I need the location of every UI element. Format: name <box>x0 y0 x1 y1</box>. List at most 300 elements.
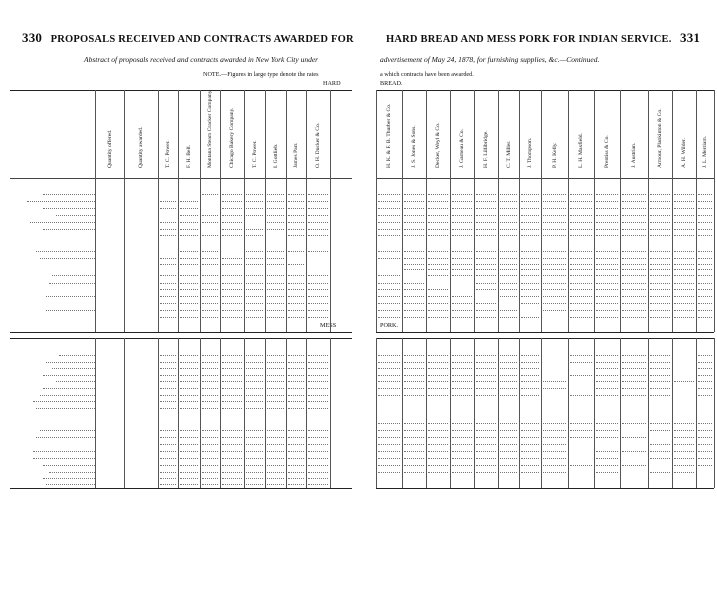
cell-leader <box>521 215 539 216</box>
cell-leader <box>452 215 472 216</box>
cell-leader <box>570 317 592 318</box>
cell-leader <box>674 275 694 276</box>
cell-leader <box>596 395 618 396</box>
cell-leader <box>698 215 712 216</box>
cell-leader <box>543 235 566 236</box>
cell-leader <box>378 283 400 284</box>
cell-leader <box>500 283 517 284</box>
cell-leader <box>308 229 328 230</box>
cell-leader <box>543 381 566 382</box>
cell-leader <box>500 395 517 396</box>
cell-leader <box>650 283 670 284</box>
cell-leader <box>160 201 176 202</box>
cell-leader <box>570 423 592 424</box>
cell-leader <box>180 251 198 252</box>
cell-leader <box>404 444 424 445</box>
cell-leader <box>698 264 712 265</box>
right-col-rule <box>426 338 427 488</box>
cell-leader <box>202 289 218 290</box>
cell-leader <box>650 289 670 290</box>
cell-leader <box>674 451 694 452</box>
cell-leader <box>288 215 304 216</box>
cell-leader <box>267 458 284 459</box>
cell-leader <box>452 317 472 318</box>
cell-leader <box>428 472 448 473</box>
cell-leader <box>378 437 400 438</box>
cell-leader <box>160 401 176 402</box>
column-header <box>568 92 594 178</box>
cell-leader <box>202 258 218 259</box>
cell-leader <box>428 208 448 209</box>
cell-leader <box>288 472 304 473</box>
cell-leader <box>404 458 424 459</box>
cell-leader <box>378 465 400 466</box>
cell-leader <box>288 465 304 466</box>
column-header-label: Armour, Plankinton & Co. <box>657 108 663 168</box>
cell-leader <box>698 269 712 270</box>
cell-leader <box>288 478 304 479</box>
cell-leader <box>222 194 242 195</box>
right-col-rule <box>648 338 649 488</box>
cell-leader <box>452 208 472 209</box>
cell-leader <box>246 381 263 382</box>
cell-leader <box>308 430 328 431</box>
left-col-rule <box>158 178 159 332</box>
cell-leader <box>428 194 448 195</box>
cell-leader <box>428 458 448 459</box>
cell-leader <box>674 289 694 290</box>
cell-leader <box>698 388 712 389</box>
cell-leader <box>308 465 328 466</box>
cell-leader <box>288 458 304 459</box>
cell-leader <box>500 229 517 230</box>
cell-leader <box>404 362 424 363</box>
cell-leader <box>180 208 198 209</box>
cell-leader <box>452 222 472 223</box>
cell-leader <box>428 388 448 389</box>
cell-leader <box>222 408 242 409</box>
cell-leader <box>476 275 496 276</box>
cell-leader <box>452 194 472 195</box>
right-col-rule <box>376 338 377 488</box>
cell-leader <box>521 465 539 466</box>
cell-leader <box>476 430 496 431</box>
cell-leader <box>202 251 218 252</box>
cell-leader <box>288 381 304 382</box>
right-col-rule <box>474 178 475 332</box>
cell-leader <box>202 395 218 396</box>
right-col-rule <box>620 338 621 488</box>
right-page <box>358 0 717 600</box>
left-col-rule <box>178 338 179 488</box>
cell-leader <box>288 395 304 396</box>
cell-leader <box>180 296 198 297</box>
cell-leader <box>378 458 400 459</box>
cell-leader <box>500 472 517 473</box>
cell-leader <box>246 444 263 445</box>
cell-leader <box>202 215 218 216</box>
cell-leader <box>308 451 328 452</box>
cell-leader <box>452 444 472 445</box>
left-col-rule <box>200 178 201 332</box>
cell-leader <box>674 303 694 304</box>
cell-leader <box>570 215 592 216</box>
cell-leader <box>246 430 263 431</box>
cell-leader <box>500 451 517 452</box>
cell-leader <box>570 310 592 311</box>
cell-leader <box>500 269 517 270</box>
cell-leader <box>698 465 712 466</box>
cell-leader <box>246 264 263 265</box>
cell-leader <box>596 458 618 459</box>
cell-leader <box>202 375 218 376</box>
cell-leader <box>543 451 566 452</box>
cell-leader <box>650 194 670 195</box>
cell-leader <box>288 289 304 290</box>
cell-leader <box>308 208 328 209</box>
cell-leader <box>308 388 328 389</box>
cell-leader <box>543 310 566 311</box>
cell-leader <box>476 395 496 396</box>
cell-leader <box>288 201 304 202</box>
cell-leader <box>288 317 304 318</box>
cell-leader <box>476 375 496 376</box>
cell-leader <box>476 310 496 311</box>
right-col-rule <box>541 338 542 488</box>
cell-leader <box>378 362 400 363</box>
row-leader <box>43 375 95 376</box>
cell-leader <box>180 375 198 376</box>
cell-leader <box>308 472 328 473</box>
cell-leader <box>622 215 646 216</box>
cell-leader <box>160 235 176 236</box>
cell-leader <box>246 362 263 363</box>
cell-leader <box>246 484 263 485</box>
cell-leader <box>378 235 400 236</box>
cell-leader <box>521 251 539 252</box>
cell-leader <box>246 478 263 479</box>
column-header-label: I. Gottlieb. <box>272 143 279 168</box>
cell-leader <box>543 430 566 431</box>
cell-leader <box>428 444 448 445</box>
right-col-rule <box>714 90 715 178</box>
cell-leader <box>160 458 176 459</box>
cell-leader <box>378 289 400 290</box>
cell-leader <box>202 264 218 265</box>
cell-leader <box>521 235 539 236</box>
cell-leader <box>160 451 176 452</box>
cell-leader <box>246 303 263 304</box>
row-leader <box>56 381 95 382</box>
cell-leader <box>428 437 448 438</box>
right-col-rule <box>498 338 499 488</box>
cell-leader <box>404 222 424 223</box>
cell-leader <box>378 388 400 389</box>
cell-leader <box>222 296 242 297</box>
cell-leader <box>404 430 424 431</box>
cell-leader <box>308 437 328 438</box>
right-col-rule <box>519 338 520 488</box>
right-subtitle: advertisement of May 24, 1878, for furnishing supplies, &c.—Continued. <box>380 55 600 64</box>
cell-leader <box>570 208 592 209</box>
left-rule-mess-head <box>10 338 352 339</box>
cell-leader <box>246 289 263 290</box>
cell-leader <box>500 381 517 382</box>
cell-leader <box>160 289 176 290</box>
cell-leader <box>267 289 284 290</box>
cell-leader <box>698 275 712 276</box>
cell-leader <box>202 472 218 473</box>
cell-leader <box>404 437 424 438</box>
cell-leader <box>180 289 198 290</box>
cell-leader <box>674 310 694 311</box>
column-header <box>265 92 286 178</box>
row-leader <box>36 408 95 409</box>
right-col-rule <box>450 178 451 332</box>
cell-leader <box>452 423 472 424</box>
cell-leader <box>476 317 496 318</box>
cell-leader <box>698 194 712 195</box>
column-header-label: J. S. Jones & Sons. <box>411 125 417 168</box>
cell-leader <box>452 395 472 396</box>
cell-leader <box>202 194 218 195</box>
cell-leader <box>246 375 263 376</box>
cell-leader <box>288 303 304 304</box>
cell-leader <box>160 275 176 276</box>
cell-leader <box>570 269 592 270</box>
cell-leader <box>404 251 424 252</box>
right-col-rule <box>594 178 595 332</box>
cell-leader <box>622 275 646 276</box>
left-col-rule <box>124 178 125 332</box>
right-col-rule <box>376 178 377 332</box>
right-col-rule <box>568 338 569 488</box>
cell-leader <box>160 310 176 311</box>
cell-leader <box>246 275 263 276</box>
cell-leader <box>543 437 566 438</box>
cell-leader <box>521 201 539 202</box>
row-leader <box>33 401 95 402</box>
column-header <box>474 92 498 178</box>
cell-leader <box>500 264 517 265</box>
cell-leader <box>476 258 496 259</box>
cell-leader <box>570 296 592 297</box>
cell-leader <box>543 444 566 445</box>
cell-leader <box>674 458 694 459</box>
cell-leader <box>452 235 472 236</box>
column-header <box>450 92 474 178</box>
cell-leader <box>404 465 424 466</box>
cell-leader <box>378 229 400 230</box>
cell-leader <box>452 303 472 304</box>
cell-leader <box>596 269 618 270</box>
cell-leader <box>543 303 566 304</box>
cell-leader <box>308 222 328 223</box>
cell-leader <box>222 303 242 304</box>
cell-leader <box>308 362 328 363</box>
cell-leader <box>288 235 304 236</box>
cell-leader <box>378 395 400 396</box>
left-col-rule <box>178 178 179 332</box>
cell-leader <box>622 375 646 376</box>
cell-leader <box>246 408 263 409</box>
cell-leader <box>428 229 448 230</box>
cell-leader <box>288 362 304 363</box>
right-running-head <box>386 30 700 46</box>
cell-leader <box>404 208 424 209</box>
cell-leader <box>476 264 496 265</box>
cell-leader <box>222 388 242 389</box>
cell-leader <box>500 222 517 223</box>
cell-leader <box>622 423 646 424</box>
cell-leader <box>288 368 304 369</box>
left-rule-top <box>10 90 352 91</box>
cell-leader <box>404 229 424 230</box>
cell-leader <box>404 194 424 195</box>
cell-leader <box>476 423 496 424</box>
cell-leader <box>404 368 424 369</box>
cell-leader <box>180 430 198 431</box>
cell-leader <box>596 451 618 452</box>
cell-leader <box>180 401 198 402</box>
right-page-number: 331 <box>680 30 701 45</box>
cell-leader <box>246 201 263 202</box>
cell-leader <box>428 451 448 452</box>
cell-leader <box>246 401 263 402</box>
cell-leader <box>622 208 646 209</box>
cell-leader <box>596 303 618 304</box>
cell-leader <box>596 275 618 276</box>
cell-leader <box>650 451 670 452</box>
cell-leader <box>452 451 472 452</box>
column-header-label: J. Thompson. <box>527 137 533 168</box>
cell-leader <box>476 451 496 452</box>
cell-leader <box>404 258 424 259</box>
cell-leader <box>698 222 712 223</box>
cell-leader <box>246 235 263 236</box>
column-header <box>95 92 124 178</box>
left-col-rule <box>265 178 266 332</box>
cell-leader <box>452 437 472 438</box>
cell-leader <box>288 375 304 376</box>
cell-leader <box>452 269 472 270</box>
cell-leader <box>160 465 176 466</box>
cell-leader <box>308 368 328 369</box>
cell-leader <box>404 317 424 318</box>
row-leader <box>59 355 95 356</box>
left-col-rule <box>244 178 245 332</box>
cell-leader <box>378 296 400 297</box>
cell-leader <box>650 303 670 304</box>
cell-leader <box>622 194 646 195</box>
row-leader <box>46 310 95 311</box>
cell-leader <box>160 388 176 389</box>
cell-leader <box>622 451 646 452</box>
cell-leader <box>404 355 424 356</box>
cell-leader <box>543 388 566 389</box>
left-col-rule <box>220 338 221 488</box>
left-col-rule <box>330 90 331 178</box>
cell-leader <box>428 275 448 276</box>
right-col-rule <box>474 338 475 488</box>
cell-leader <box>267 317 284 318</box>
cell-leader <box>246 208 263 209</box>
cell-leader <box>222 395 242 396</box>
cell-leader <box>180 444 198 445</box>
right-col-rule <box>696 338 697 488</box>
cell-leader <box>378 215 400 216</box>
cell-leader <box>500 251 517 252</box>
cell-leader <box>288 444 304 445</box>
cell-leader <box>596 423 618 424</box>
column-header-label: T. C. Power. <box>251 140 258 168</box>
cell-leader <box>596 229 618 230</box>
left-col-rule <box>306 338 307 488</box>
cell-leader <box>180 478 198 479</box>
cell-leader <box>650 208 670 209</box>
cell-leader <box>543 275 566 276</box>
cell-leader <box>476 368 496 369</box>
cell-leader <box>570 437 592 438</box>
cell-leader <box>246 395 263 396</box>
cell-leader <box>698 395 712 396</box>
cell-leader <box>378 451 400 452</box>
cell-leader <box>404 303 424 304</box>
cell-leader <box>521 472 539 473</box>
cell-leader <box>596 465 618 466</box>
column-header-label: Prentiss & Co. <box>604 135 610 168</box>
cell-leader <box>428 375 448 376</box>
cell-leader <box>308 458 328 459</box>
column-header-label: H. F. Lillibridge. <box>483 130 489 168</box>
cell-leader <box>698 289 712 290</box>
cell-leader <box>160 264 176 265</box>
cell-leader <box>267 472 284 473</box>
cell-leader <box>452 229 472 230</box>
row-leader <box>49 283 95 284</box>
cell-leader <box>288 264 304 265</box>
row-leader <box>52 368 95 369</box>
right-col-rule <box>714 338 715 488</box>
cell-leader <box>596 194 618 195</box>
cell-leader <box>521 269 539 270</box>
row-leader <box>49 472 95 473</box>
cell-leader <box>404 289 424 290</box>
cell-leader <box>570 258 592 259</box>
cell-leader <box>404 388 424 389</box>
cell-leader <box>202 388 218 389</box>
cell-leader <box>202 465 218 466</box>
row-leader <box>46 362 95 363</box>
column-header-label: F. H. Bell. <box>186 144 192 168</box>
cell-leader <box>246 388 263 389</box>
cell-leader <box>180 484 198 485</box>
cell-leader <box>570 289 592 290</box>
cell-leader <box>308 444 328 445</box>
column-header-label: P. H. Kelly. <box>551 142 558 168</box>
cell-leader <box>246 355 263 356</box>
cell-leader <box>160 208 176 209</box>
cell-leader <box>180 258 198 259</box>
cell-leader <box>452 362 472 363</box>
column-header-label: Chicago Bakery Company. <box>229 107 235 168</box>
left-running-title: PROPOSALS RECEIVED AND CONTRACTS AWARDED FOR <box>50 34 354 45</box>
cell-leader <box>521 444 539 445</box>
cell-leader <box>404 472 424 473</box>
cell-leader <box>698 201 712 202</box>
column-header-label: James Parr. <box>293 142 299 168</box>
cell-leader <box>180 362 198 363</box>
